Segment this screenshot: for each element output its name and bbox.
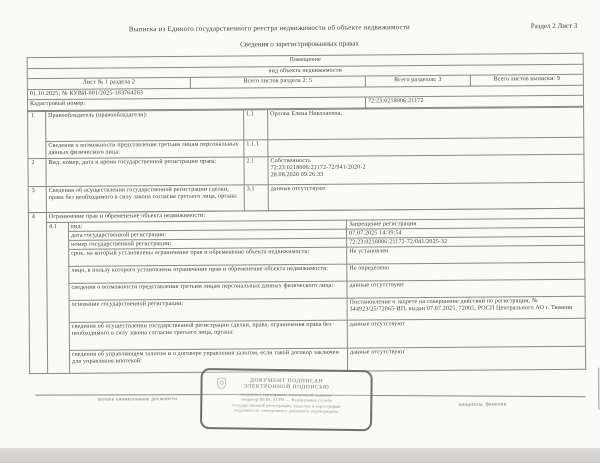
row-label: лицо, в пользу которого установлены ограничение прав и обременение объекта недвижимости: <box>69 264 347 283</box>
position-caption: полное наименование должности <box>97 396 178 403</box>
sheet-info: Лист № 1 раздела 2 <box>27 77 190 89</box>
stamp-detail-line: подлинность электронного документа подтверждена <box>234 407 339 414</box>
header-table <box>27 53 584 111</box>
row-subnumber: 4.1 <box>46 222 69 373</box>
row-number: 3 <box>28 186 46 212</box>
row-label: Сведения о возможности представления третьим лицам персональных данных физического лица: <box>46 140 244 159</box>
cadastral-number-value: 72:23:0218006:21172 <box>365 95 583 108</box>
rights-table <box>27 107 585 213</box>
row-label: срок, на который установлены ограничение прав и обременение объекта недвижимости: <box>69 247 347 266</box>
row-number: 2 <box>28 158 46 186</box>
restriction-beneficiary-value: Не определено <box>347 263 585 282</box>
row-label: вид: <box>68 220 346 231</box>
stamp-emblem-icon <box>216 376 226 394</box>
electronic-signature-stamp <box>200 368 373 431</box>
table-row <box>28 107 584 141</box>
restrictions-table <box>28 208 586 375</box>
document-title: Выписка из Единого государственного реестра недвижимости об объекте недвижимости <box>128 23 411 34</box>
registration-datetime: 28.08.2020 09:26:33 <box>270 171 324 179</box>
restriction-kind-value: Запрещение регистрации <box>346 218 584 229</box>
cadastral-number-label: Кадастровый номер: <box>27 97 365 111</box>
ownership-type: Собственность <box>270 157 311 165</box>
page-edge-line <box>598 368 599 410</box>
row-subnumber: 1.1 <box>244 110 268 140</box>
row-subnumber: 1.1.1 <box>244 140 268 157</box>
restriction-date-value: 07.07.2025 14:39:54 <box>347 227 585 238</box>
restriction-basis-value: Постановление о запрете на совершение действий по регистрации, № 344923/25/72065-ИП, выдан 07.07.2025, 72065, РОСП Центрального АО г. Тюмени <box>347 297 585 321</box>
row-label: основание государственной регистрации: <box>69 298 347 322</box>
stamp-title-line2: ЭЛЕКТРОННОЙ ПОДПИСЬЮ <box>243 383 330 391</box>
restrictions-header: Ограничение прав и обременение объекта недвижимости: <box>46 208 584 222</box>
row-label: Правообладатель (правообладатели): <box>46 110 244 142</box>
row-number: 1 <box>28 111 46 158</box>
document-subtitle: Сведения о зарегистрированных правах <box>240 39 360 49</box>
total-sheets-section: Всего листов раздела 2: 5 <box>190 76 365 88</box>
registration-number: 72:23:0218006:21172-72/941/2020-2 <box>270 164 366 172</box>
row-label: сведения о возможности представления третьим лицам персональных данных физического лица: <box>69 281 347 300</box>
registration-value <box>268 154 584 184</box>
row-subnumber: 2.1 <box>244 157 268 185</box>
object-type: Помещение <box>27 53 583 68</box>
personal-data-consent-value: данные отсутствуют <box>347 280 585 299</box>
table-row <box>28 154 584 186</box>
stamp-detail-line: оператор ФГИС ЕГРН — Федеральная служба <box>240 396 332 404</box>
rightholder-value: Орлова Елена Николаевна. <box>268 107 584 139</box>
deal-registration-value: данные отсутствуют <box>268 182 584 210</box>
initials-surname-caption: инициалы, фамилия <box>458 402 507 408</box>
scan-background <box>0 448 600 463</box>
section-sheet-label: Раздел 2 Лист 3 <box>530 21 578 31</box>
pledge-manager-value: данные отсутствуют <box>347 347 585 372</box>
restriction-number-value: 72:23:0218006:21172-72/041/2025-32 <box>347 236 585 247</box>
extract-date-number: 01.10.2025; № КУВИ-001/2025-183764263 <box>27 85 583 99</box>
total-sections: Всего разделов: 3 <box>365 75 470 87</box>
stamp-detail-line: государственной регистрации, кадастра и картографии <box>231 402 341 409</box>
row-number: 4 <box>28 212 47 373</box>
row-label: сведения об осуществлении государственной регистрации сделки, права, ограничения права без необходимого в силу закона согласия третьего лица, органа: <box>69 320 347 350</box>
stamp-detail-line: сведения о сертификате электронной подписи: <box>240 391 333 398</box>
row-subnumber: 3.1 <box>244 185 268 211</box>
total-sheets-extract: Всего листов выписки: 9 <box>470 74 583 86</box>
stamp-title-line1: ДОКУМЕНТ ПОДПИСАН <box>250 377 324 385</box>
object-type-caption: вид объекта недвижимости <box>27 64 583 78</box>
deal-registration-value: данные отсутствуют <box>347 319 585 349</box>
row-label: Вид, номер, дата и время государственной регистрации права: <box>46 157 244 187</box>
row-label: дата государственной регистрации: <box>69 229 347 240</box>
row-label: Сведения об осуществлении государственной регистрации сделки, права без необходимого в силу закона согласия третьего лица, органа: <box>46 185 244 213</box>
document-header <box>0 22 599 39</box>
restriction-term-value: Не установлен <box>347 246 585 265</box>
row-label: номер государственной регистрации: <box>69 238 347 249</box>
row-label: сведения об управляющем залогом и о договоре управления залогом, если такой договор заключен для управления ипотекой: <box>69 348 347 373</box>
table-row <box>29 319 585 351</box>
